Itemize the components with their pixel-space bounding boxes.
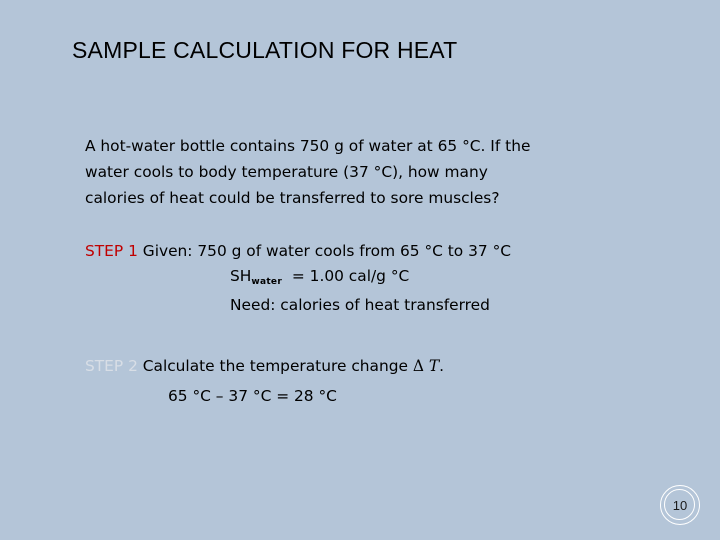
step1-given-text: Given: 750 g of water cools from 65 °C to 37 °C xyxy=(137,242,512,260)
delta-variable: T xyxy=(428,357,440,375)
page-number: 10 xyxy=(672,497,688,513)
step2-line xyxy=(85,357,444,375)
step1-given-line xyxy=(85,235,511,267)
step2-label: STEP 2 xyxy=(85,357,138,375)
delta-symbol: Δ xyxy=(412,357,424,375)
sh-prefix: SH xyxy=(230,267,252,285)
step1-label: STEP 1 xyxy=(85,242,138,260)
slide-title: SAMPLE CALCULATION FOR HEAT xyxy=(72,37,458,63)
question-line-1: A hot-water bottle contains 750 g of water at 65 °C. If the xyxy=(85,137,531,155)
question-line-2: water cools to body temperature (37 °C), how many xyxy=(85,163,488,181)
delta-suffix: . xyxy=(439,357,445,375)
step2-text: Calculate the temperature change xyxy=(137,357,413,375)
page-number-badge xyxy=(660,485,700,525)
need-line: Need: calories of heat transferred xyxy=(230,296,490,314)
temperature-calculation: 65 °C – 37 °C = 28 °C xyxy=(168,387,337,405)
question-line-3: calories of heat could be transferred to sore muscles? xyxy=(85,189,500,207)
specific-heat-line xyxy=(230,267,409,287)
delta-t-symbol xyxy=(413,357,439,375)
question-text xyxy=(85,133,530,211)
sh-subscript: water xyxy=(251,277,283,287)
sh-value: = 1.00 cal/g °C xyxy=(282,267,410,285)
